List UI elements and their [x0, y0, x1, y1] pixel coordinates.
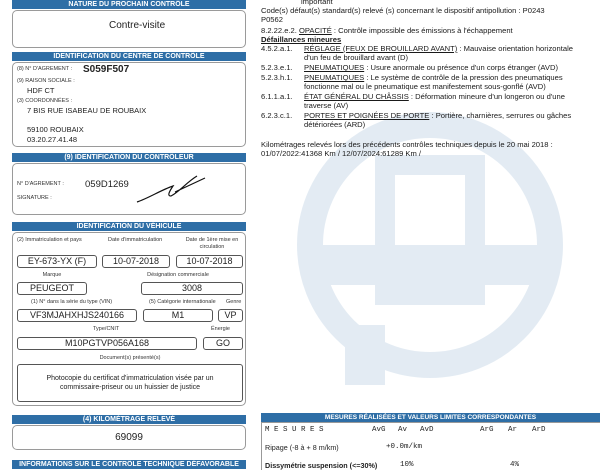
col-avg: AvG	[372, 426, 386, 434]
genre-field: VP	[218, 309, 243, 322]
defect-code: 5.2.3.e.1.	[261, 63, 293, 72]
defect-title: PNEUMATIQUES	[304, 73, 365, 82]
centre-box	[12, 62, 246, 147]
km-history-line1: Kilométrages relevés lors des précédents contrôles techniques depuis le 20 mai 2018 :	[261, 140, 553, 149]
docs-label: Document(s) présenté(s)	[99, 355, 161, 361]
defect-code: 6.2.3.c.1.	[261, 111, 293, 120]
defect-title: RÉGLAGE (FEUX DE BROUILLARD AVANT)	[304, 44, 458, 53]
top-line-2: P0562	[261, 15, 283, 24]
defect-title: PNEUMATIQUES	[304, 63, 365, 72]
next-control-header: NATURE DU PROCHAIN CONTRÔLE	[12, 0, 246, 9]
controller-agreement-value: 059D1269	[85, 179, 129, 190]
centre-phone: 03.20.27.41.48	[27, 135, 78, 144]
dissym-rear: 4%	[510, 461, 520, 469]
km-header: (4) KILOMÉTRAGE RELEVÉ	[12, 415, 246, 424]
col-ard: ArD	[532, 426, 546, 434]
measures-header: MESURES RÉALISÉES ET VALEURS LIMITES CORRESPONDANTES	[261, 413, 600, 422]
controller-signature-label: SIGNATURE :	[17, 195, 52, 201]
defect-line	[304, 92, 565, 101]
plate-field: EY-673-YX (F)	[17, 255, 97, 268]
defect-line2: détériorées (ARD)	[304, 120, 366, 129]
centre-address-label: (3) COORDONNÉES :	[17, 98, 73, 104]
docs-line2: commissaire-priseur ou un huissier de justice	[59, 384, 201, 391]
next-control-value: Contre-visite	[109, 20, 166, 31]
defect-title: PORTES ET POIGNÉES DE PORTE	[304, 111, 430, 120]
defect-line2: traverse (AV)	[304, 101, 349, 110]
defect-title: ÉTAT GÉNÉRAL DU CHÂSSIS	[304, 92, 409, 101]
top-line-1: Code(s) défaut(s) standard(s) relevé (s) concernant le dispositif antipollution : P0243	[261, 6, 545, 15]
defect-line	[304, 111, 571, 120]
opacity-title: OPACITÉ	[299, 26, 332, 35]
defect-text: : Mauvaise orientation horizontale	[459, 44, 573, 53]
docs-line1: Photocopie du certificat d'immatriculation visée par un	[46, 375, 214, 382]
defect-text: : Usure anormale ou présence d'un corps étranger (AVD)	[366, 63, 558, 72]
energy-label: Énergie	[211, 326, 230, 332]
opacity-code: 8.2.22.e.2.	[261, 26, 297, 35]
first-circ-field: 10-07-2018	[176, 255, 243, 268]
controller-header: (9) IDENTIFICATION DU CONTRÔLEUR	[12, 153, 246, 162]
km-box	[12, 425, 246, 450]
signature-mark	[131, 168, 211, 208]
vin-field: VF3MJAHXHJS240166	[17, 309, 137, 322]
model-label: Désignation commerciale	[147, 272, 209, 278]
opacity-line	[261, 26, 513, 35]
plate-label: (2) Immatriculation et pays	[17, 237, 82, 243]
ripage-value: +0.0m/km	[386, 443, 423, 451]
make-field: PEUGEOT	[17, 282, 87, 295]
dissym-front: 10%	[400, 461, 414, 469]
col-arg: ArG	[480, 426, 494, 434]
first-circ-label: Date de 1ère mise en circulation	[185, 237, 239, 250]
measures-table	[261, 422, 600, 470]
ripage-label: Ripage (-8 à + 8 m/km)	[265, 443, 339, 452]
defect-text: : Le système de contrôle de la pression des pneumatiques	[366, 73, 563, 82]
defect-code: 5.2.3.h.1.	[261, 73, 293, 82]
reg-date-field: 10-07-2018	[102, 255, 170, 268]
centre-name-label: (9) RAISON SOCIALE :	[17, 78, 75, 84]
defect-line2: fonctionne mal ou le pneumatique est manifestement sous-gonflé (AVD)	[304, 82, 546, 91]
type-label: Type/CNIT	[93, 326, 120, 332]
genre-label: Genre	[226, 299, 242, 305]
col-avd: AvD	[420, 426, 434, 434]
vehicle-box	[12, 232, 246, 406]
energy-field: GO	[203, 337, 243, 350]
dissym-label: Dissymétrie suspension (<=30%)	[265, 461, 378, 470]
km-value: 69099	[115, 432, 143, 443]
type-field: M10PGTVP056A168	[17, 337, 197, 350]
km-history-line2: 01/07/2022:41368 Km / 12/07/2024:61289 Km /	[261, 149, 422, 158]
vin-label: (1) N° dans la série du type (VIN)	[31, 299, 113, 305]
right-panel	[261, 0, 596, 410]
docs-box	[17, 364, 243, 402]
category-label: (5) Catégorie internationale	[149, 299, 216, 305]
top-line-0: important	[301, 0, 333, 6]
centre-header: IDENTIFICATION DU CENTRE DE CONTRÔLE	[12, 52, 246, 61]
defect-text: : Déformation mineure d'un longeron ou d'une	[410, 92, 565, 101]
defect-line	[304, 63, 558, 72]
defect-code: 6.1.1.a.1.	[261, 92, 293, 101]
reg-date-label: Date d'immatriculation	[108, 237, 163, 243]
col-av: Av	[398, 426, 408, 434]
centre-name-value: HDF CT	[27, 86, 55, 95]
controller-box	[12, 163, 246, 215]
category-field: M1	[143, 309, 213, 322]
make-label: Marque	[42, 272, 62, 278]
controller-agreement-label: N° D'AGREMENT :	[17, 181, 64, 187]
vehicle-header: IDENTIFICATION DU VÉHICULE	[12, 222, 246, 231]
defect-code: 4.5.2.a.1.	[261, 44, 293, 53]
col-ar: Ar	[508, 426, 518, 434]
measures-col-title: M E S U R E S	[265, 426, 324, 434]
defect-line	[304, 73, 563, 82]
unfavorable-info-header: INFORMATIONS SUR LE CONTRÔLE TECHNIQUE DÉFAVORABLE	[12, 460, 246, 469]
centre-address-line1: 7 BIS RUE ISABEAU DE ROUBAIX	[27, 106, 147, 115]
opacity-text: : Contrôle impossible des émissions à l'échappement	[333, 26, 513, 35]
next-control-box	[12, 10, 246, 48]
defect-line2: d'un feu de brouillard avant (D)	[304, 53, 409, 62]
minor-defects-title: Défaillances mineures	[261, 35, 342, 44]
defect-text: : Portière, charnières, serrures ou gâches	[431, 111, 572, 120]
model-field: 3008	[141, 282, 243, 295]
centre-agreement-value: S059F507	[83, 64, 130, 75]
centre-agreement-label: (8) N° D'AGREMENT :	[17, 66, 73, 72]
centre-address-line2: 59100 ROUBAIX	[27, 125, 84, 134]
defect-line	[304, 44, 573, 53]
